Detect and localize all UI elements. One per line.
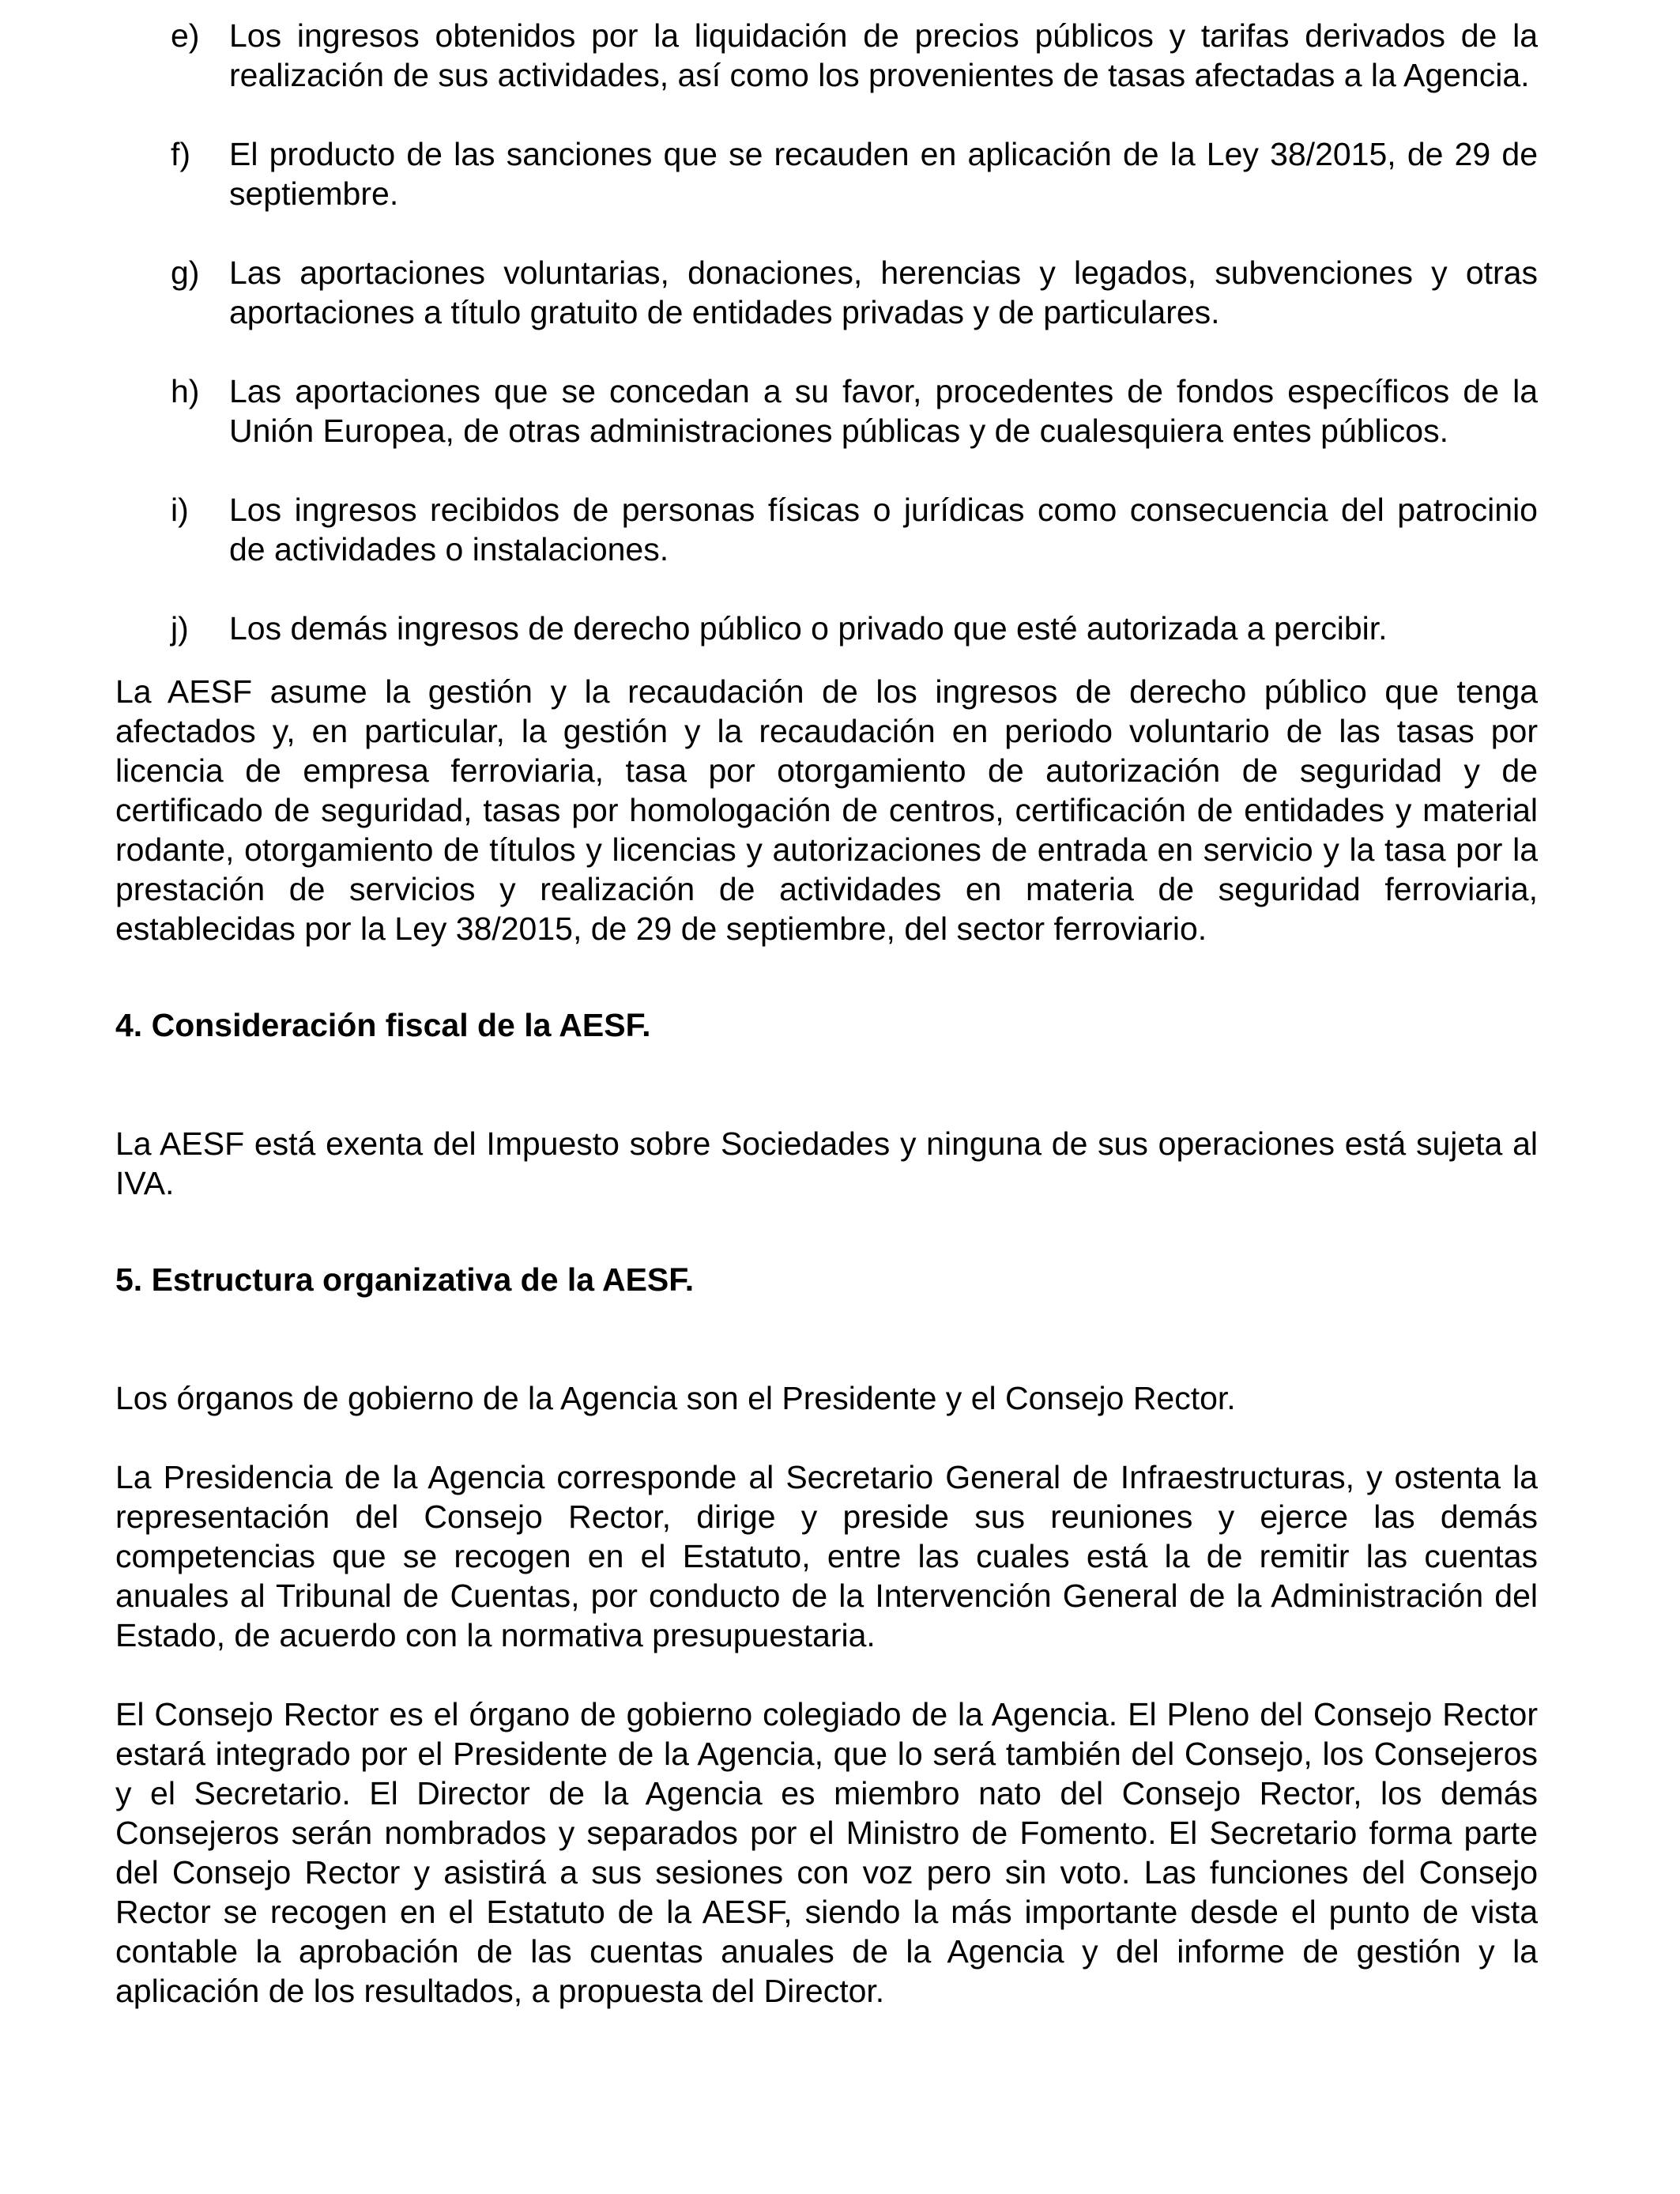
list-item-text: El producto de las sanciones que se recauden en aplicación de la Ley 38/2015, de 29 de septiembre. bbox=[229, 136, 1538, 212]
list-marker: i) bbox=[171, 492, 189, 528]
spacer bbox=[115, 988, 1538, 1005]
section-4-paragraph: La AESF está exenta del Impuesto sobre Sociedades y ninguna de sus operaciones está sujeta al IVA. bbox=[115, 1125, 1538, 1201]
list-item-f bbox=[115, 134, 1538, 213]
spacer bbox=[115, 1045, 1538, 1124]
section-5-paragraph-organos: Los órganos de gobierno de la Agencia son el Presidente y el Consejo Rector. bbox=[115, 1380, 1236, 1416]
list-item-h bbox=[115, 371, 1538, 450]
section-4-heading: 4. Consideración fiscal de la AESF. bbox=[115, 1007, 651, 1043]
list-item-text: Los ingresos obtenidos por la liquidación de precios públicos y tarifas derivados de la realización de sus actividades, así como los provenientes de tasas afectadas a la Agencia. bbox=[229, 17, 1538, 93]
list-marker: g) bbox=[171, 254, 200, 291]
list-item-text: Las aportaciones voluntarias, donaciones, herencias y legados, subvenciones y otras aportaciones a título gratuito de entidades privadas y de particulares. bbox=[229, 254, 1538, 330]
list-item-g bbox=[115, 253, 1538, 332]
spacer bbox=[115, 1299, 1538, 1378]
list-item-text: Los ingresos recibidos de personas físicas o jurídicas como consecuencia del patrocinio de actividades o instalaciones. bbox=[229, 492, 1538, 567]
list-marker: f) bbox=[171, 136, 191, 172]
list-item-text: Las aportaciones que se concedan a su favor, procedentes de fondos específicos de la Unión Europea, de otras administraciones públicas y de cualesquiera entes públicos. bbox=[229, 373, 1538, 449]
section-5-paragraph-consejo: El Consejo Rector es el órgano de gobierno colegiado de la Agencia. El Pleno del Consejo Rector estará integrado por el Presidente de la Agencia, que lo será también del Consejo, los Consejeros y el Secretario. El Director de la Agencia es miembro nato del Consejo Rector, los demás Consejeros serán nombrados y separados por el Ministro de Fomento. El Secretario forma parte del Consejo Rector y asistirá a sus sesiones con voz pero sin voto. Las funciones del Consejo Rector se recogen en el Estatuto de la AESF, siendo la más importante desde el punto de vista contable la aprobación de las cuentas anuales de la Agencia y del informe de gestión y la aplicación de los resultados, a propuesta del Director. bbox=[115, 1696, 1538, 2009]
list-item-i bbox=[115, 490, 1538, 569]
list-item-e bbox=[115, 16, 1538, 95]
spacer bbox=[115, 1242, 1538, 1260]
list-marker: h) bbox=[171, 373, 200, 409]
list-item-j bbox=[115, 609, 1538, 648]
list-item-text: Los demás ingresos de derecho público o privado que esté autorizada a percibir. bbox=[229, 610, 1388, 647]
section-5-heading: 5. Estructura organizativa de la AESF. bbox=[115, 1261, 695, 1298]
paragraph-recaudacion: La AESF asume la gestión y la recaudación de los ingresos de derecho público que tenga afectados y, en particular, la gestión y la recaudación en periodo voluntario de las tasas por licencia de empresa ferroviaria, tasa por otorgamiento de autorización de seguridad y de certificado de seguridad, tasas por homologación de centros, certificación de entidades y material rodante, otorgamiento de títulos y licencias y autorizaciones de entrada en servicio y la tasa por la prestación de servicios y realización de actividades en materia de seguridad ferroviaria, establecidas por la Ley 38/2015, de 29 de septiembre, del sector ferroviario. bbox=[115, 673, 1538, 947]
list-marker: j) bbox=[171, 610, 189, 647]
section-5-paragraph-presidencia: La Presidencia de la Agencia corresponde al Secretario General de Infraestructuras, y ostenta la representación del Consejo Rector, dirige y preside sus reuniones y ejerce las demás competencias que se recogen en el Estatuto, entre las cuales está la de remitir las cuentas anuales al Tribunal de Cuentas, por conducto de la Intervención General de la Administración del Estado, de acuerdo con la normativa presupuestaria. bbox=[115, 1459, 1538, 1653]
document-page bbox=[115, 16, 1538, 2050]
list-marker: e) bbox=[171, 17, 200, 54]
